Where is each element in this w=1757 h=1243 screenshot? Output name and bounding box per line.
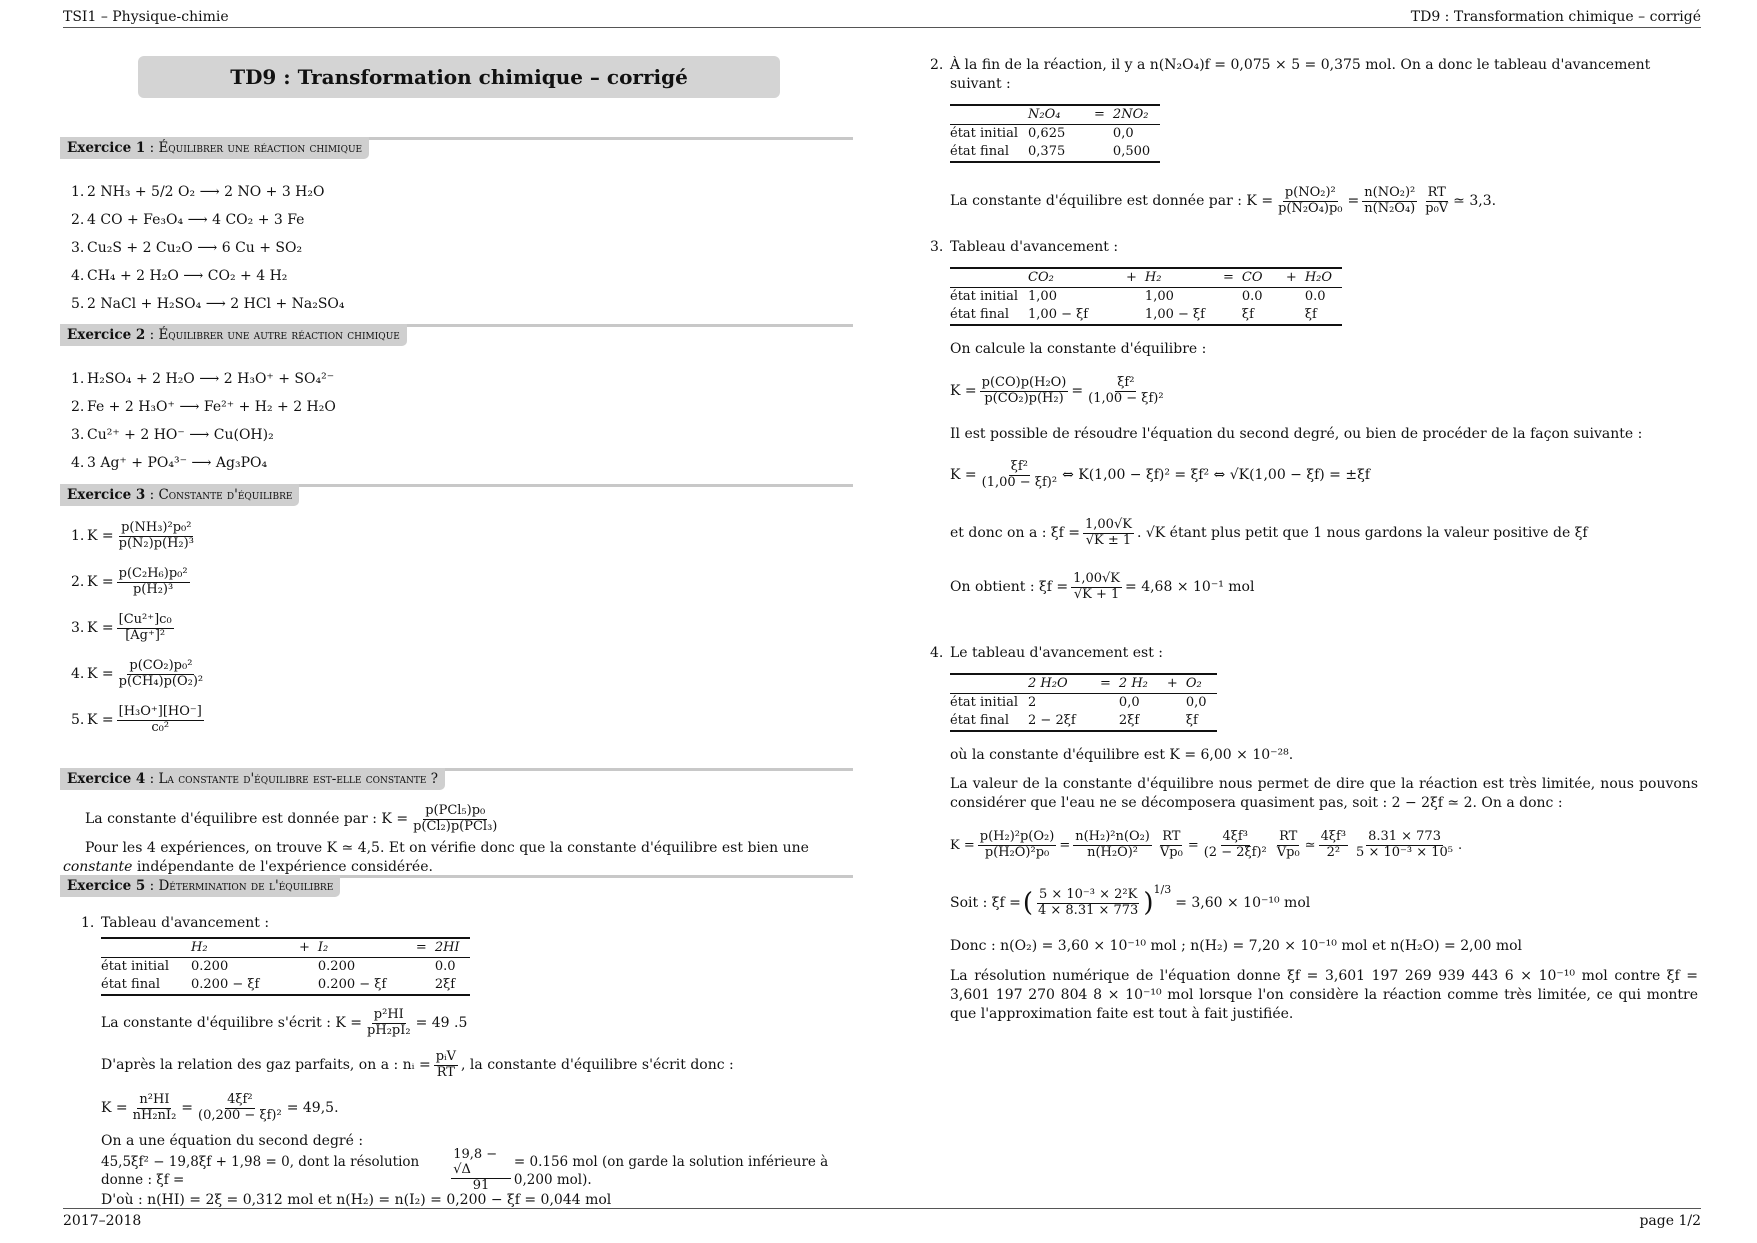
table-row: état final 0,375 0,500 bbox=[950, 143, 1160, 162]
ex5-q4-k-expression: K = $\frac{\text{p(H₂)²p(O₂)}}{\text{p(H₂O)²p₀}}$ = $\frac{\text{n(H₂)²n(O₂)}}{\text{n(H₂O)²}}$ $\frac{RT}{\text{Vp₀}}$ = $\frac{\text{4ξf³}}{\text{(2 − 2ξf)²}}$ $\frac{RT}{\text{Vp₀}}$ ≃ $\frac{\text{4ξf³}}{\text{2²}}$ $\frac{8.31 \times 773}{\text{5 × 10⁻³ × 10⁵}}$ . bbox=[950, 829, 1463, 861]
list-item: 2. Fe + 2 H₃O⁺ ⟶ Fe²⁺ + H₂ + 2 H₂O bbox=[71, 398, 336, 415]
avancement-table-1: H₂ + I₂ = 2HI état initial 0.200 0.200 0.0 état final 0.200 − ξf 0.200 − ξf 2ξf bbox=[101, 937, 470, 996]
ex5-q1: 1. Tableau d'avancement : H₂ + I₂ = 2HI état initial 0.200 0.200 0.0 état final 0.200 − ξf 0.200 − ξf 2ξf La constante d'équilibre s'écrit : K = $\frac{\text{p²HI}}{\text{pH₂pI₂}}$ = 49 .5 D'après la relation des gaz parfaits, on a : nᵢ = $\frac{\text{pᵢV}}{RT}$ , la constante d'équilibre s'écrit donc : K = $\frac{\text{n²HI}}{\text{nH₂nI₂}}$ = $\frac{\text{4ξf²}}{\text{(0,200 − ξf)²}}$ = 49,5. On a une équation du second degré : 45,5ξf² − 19,8ξf + 1,98 = 0, dont la résolution donne : ξf = $\frac{19,8 - √\Delta}{91}$ = 0.156 mol (on garde la solution inférieure à 0,200 mol). D'où : n(HI) = 2ξ = 0,312 mol et n(H₂) = n(I₂) = 0,200 − ξf = 0,044 mol bbox=[63, 914, 853, 1210]
table-row: état initial 2 0,0 0,0 bbox=[950, 695, 1207, 711]
avancement-table-4: 2 H₂O = 2 H₂ + O₂ état initial 2 0,0 0,0 état final 2 − 2ξf 2ξf ξf bbox=[950, 673, 1217, 732]
list-item: 2. 4 CO + Fe₃O₄ ⟶ 4 CO₂ + 3 Fe bbox=[71, 211, 305, 228]
ex4-k-line: La constante d'équilibre est donnée par : K = $\frac{\text{p(PCl₅)p₀}}{\text{p(Cl₂)p(PCl₃)}}$ bbox=[85, 802, 498, 834]
ex5-q4-soit: Soit : ξf = ( $\frac{\text{5 × 10⁻³ × 2²K}}{4 \times 8.31 \times 773}$ ) $^{1/3}$ = 3,60 × 10⁻¹⁰ mol bbox=[950, 882, 1311, 919]
list-item: 3. K = $\frac{\text{[Cu²⁺]c₀}}{\text{[Ag⁺]²}}$ bbox=[71, 611, 172, 643]
ex5-q1-result: D'où : n(HI) = 2ξ = 0,312 mol et n(H₂) = n(I₂) = 0,200 − ξf = 0,044 mol bbox=[101, 1191, 612, 1208]
footer-left: 2017–2018 bbox=[63, 1213, 142, 1229]
exercise-1 bbox=[63, 126, 853, 318]
list-item: 4. 3 Ag⁺ + PO₄³⁻ ⟶ Ag₃PO₄ bbox=[71, 454, 268, 471]
header-right: TD9 : Transformation chimique – corrigé bbox=[1410, 9, 1701, 25]
footer-right: page 1/2 bbox=[1639, 1213, 1701, 1229]
ex5-q3: 3. Tableau d'avancement : CO₂ + H₂ = CO + H₂O état initial 1,00 1,00 0.0 0.0 état final 1,00 − ξf 1,00 − ξf ξf ξf On calcule la constante d'équilibre : K = $\frac{\text{p(CO)p(H₂O)}}{\text{p(CO₂)p(H₂)}}$ = $\frac{\text{ξf²}}{\text{(1,00 − ξf)²}}$ Il est possible de résoudre l'équation du second degré, ou bien de procéder de la façon suivante : K = $\frac{\text{ξf²}}{\text{(1,00 − ξf)²}}$ ⇔ K(1,00 − ξf)² = ξf² ⇔ √K(1,00 − ξf) = ±ξf et donc on a : ξf = $\frac{1,00√K}{√K \pm 1}$ . √K étant plus petit que 1 nous gardons la valeur positive de ξf On obtient : ξf = $\frac{1,00√K}{√K + 1}$ = 4,68 × 10⁻¹ mol bbox=[928, 238, 1698, 614]
list-item: 5. 2 NaCl + H₂SO₄ ⟶ 2 HCl + Na₂SO₄ bbox=[71, 295, 345, 312]
list-item: 3. Cu₂S + 2 Cu₂O ⟶ 6 Cu + SO₂ bbox=[71, 239, 303, 256]
table-row: état final 2 − 2ξf 2ξf ξf bbox=[950, 712, 1217, 731]
header-rule bbox=[63, 27, 1701, 28]
left-column bbox=[63, 48, 853, 1208]
table-row: état final 1,00 − ξf 1,00 − ξf ξf ξf bbox=[950, 306, 1342, 325]
ex5-k-expression: La constante d'équilibre s'écrit : K = $\frac{\text{p²HI}}{\text{pH₂pI₂}}$ = 49 .5 bbox=[101, 1007, 468, 1039]
ex5-q2-k: La constante d'équilibre est donnée par : K = $\frac{\text{p(NO₂)²}}{\text{p(N₂O₄)p₀}}$ = $\frac{\text{n(NO₂)²}}{\text{n(N₂O₄)}}$ $\frac{RT}{\text{p₀V}}$ ≃ 3,3. bbox=[950, 185, 1497, 217]
exercise-5-banner: Exercice 5 : Détermination de l'équilibre bbox=[63, 874, 853, 898]
exercise-4 bbox=[63, 757, 853, 877]
exercise-2 bbox=[63, 313, 853, 477]
ex5-q3-donc: et donc on a : ξf = $\frac{1,00√K}{√K \pm 1}$ . √K étant plus petit que 1 nous gardons la valeur positive de ξf bbox=[950, 517, 1588, 549]
exercise-5-heading: Détermination de l'équilibre bbox=[158, 878, 334, 894]
ex5-q3-chain: K = $\frac{\text{ξf²}}{\text{(1,00 − ξf)²}}$ ⇔ K(1,00 − ξf)² = ξf² ⇔ √K(1,00 − ξf) = ±ξf bbox=[950, 459, 1370, 491]
ex5-resolution: 45,5ξf² − 19,8ξf + 1,98 = 0, dont la résolution donne : ξf = $\frac{19,8 - √\Delta}{91}$ = 0.156 mol (on garde la solution inférieure à 0,200 mol). bbox=[101, 1146, 829, 1193]
ex5-q4: 4. Le tableau d'avancement est : 2 H₂O = 2 H₂ + O₂ état initial 2 0,0 0,0 état final 2 − 2ξf 2ξf ξf où la constante d'équilibre est K = 6,00 × 10⁻²⁸. La valeur de la constante d'équilibre nous permet de dire que la réaction est très limitée, nous pouvons considérer que l'eau ne se décomposera quasiment pas, soit : 2 − 2ξf ≃ 2. On a donc : K = $\frac{\text{p(H₂)²p(O₂)}}{\text{p(H₂O)²p₀}}$ = $\frac{\text{n(H₂)²n(O₂)}}{\text{n(H₂O)²}}$ $\frac{RT}{\text{Vp₀}}$ = $\frac{\text{4ξf³}}{\text{(2 − 2ξf)²}}$ $\frac{RT}{\text{Vp₀}}$ ≃ $\frac{\text{4ξf³}}{\text{2²}}$ $\frac{8.31 \times 773}{\text{5 × 10⁻³ × 10⁵}}$ . Soit : ξf = ( $\frac{\text{5 × 10⁻³ × 2²K}}{4 \times 8.31 \times 773}$ ) $^{1/3}$ = 3,60 × 10⁻¹⁰ mol Donc : n(O₂) = 3,60 × 10⁻¹⁰ mol ; n(H₂) = 7,20 × 10⁻¹⁰ mol et n(H₂O) = 2,00 mol La résolution numérique de l'équation donne ξf = 3,601 197 269 939 443 6 × 10⁻¹⁰ mol contre ξf = 3,601 197 270 804 8 × 10⁻¹⁰ mol lorsque l'on considère la réaction comme très limitée, ce qui montre que l'approximation faite est tout à fait justifiée. bbox=[930, 645, 1698, 1023]
list-item: 4. CH₄ + 2 H₂O ⟶ CO₂ + 4 H₂ bbox=[71, 267, 288, 284]
exercise-4-banner: Exercice 4 : La constante d'équilibre est-elle constante ? bbox=[63, 767, 853, 791]
exercise-1-heading: Équilibrer une réaction chimique bbox=[158, 140, 363, 156]
table-row: état initial 0.200 0.200 0.0 bbox=[101, 959, 456, 975]
list-item: 3. Cu²⁺ + 2 HO⁻ ⟶ Cu(OH)₂ bbox=[71, 426, 274, 443]
exercise-1-list bbox=[63, 178, 853, 318]
exercise-1-banner: Exercice 1 : Équilibrer une réaction chimique bbox=[63, 136, 853, 160]
table-row: état initial 1,00 1,00 0.0 0.0 bbox=[950, 289, 1326, 305]
exercise-3 bbox=[63, 473, 853, 743]
ex5-gaz-parfaits: D'après la relation des gaz parfaits, on a : nᵢ = $\frac{\text{pᵢV}}{RT}$ , la constante d'équilibre s'écrit donc : bbox=[101, 1049, 734, 1081]
exercise-5 bbox=[63, 864, 853, 1210]
list-item: 1. H₂SO₄ + 2 H₂O ⟶ 2 H₃O⁺ + SO₄²⁻ bbox=[71, 370, 335, 387]
list-item: 1. K = $\frac{\text{p(NH₃)²p₀²}}{\text{p(N₂)p(H₂)³}}$ bbox=[71, 519, 194, 551]
ex4-conclusion: Pour les 4 expériences, on trouve K ≃ 4,5. Et on vérifie donc que la constante d'équilibre est bien une constante indépendante de l'expérience considérée. bbox=[63, 840, 809, 875]
exercise-3-heading: Constante d'équilibre bbox=[158, 487, 293, 503]
ex5-q3-k: K = $\frac{\text{p(CO)p(H₂O)}}{\text{p(CO₂)p(H₂)}}$ = $\frac{\text{ξf²}}{\text{(1,00 − ξf)²}}$ bbox=[950, 375, 1164, 407]
exercise-2-list bbox=[63, 365, 853, 477]
header-left: TSI1 – Physique-chimie bbox=[63, 9, 229, 25]
avancement-table-2: N₂O₄ = 2NO₂ état initial 0,625 0,0 état final 0,375 0,500 bbox=[950, 104, 1160, 163]
list-item: 2. K = $\frac{\text{p(C₂H₆)p₀²}}{\text{p(H₂)³}}$ bbox=[71, 565, 188, 597]
exercise-3-list bbox=[63, 513, 853, 743]
exercise-4-heading: La constante d'équilibre est-elle constante ? bbox=[158, 771, 439, 787]
ex5-k-moles: K = $\frac{\text{n²HI}}{\text{nH₂nI₂}}$ = $\frac{\text{4ξf²}}{\text{(0,200 − ξf)²}}$ = 49,5. bbox=[101, 1092, 339, 1124]
list-item: 1. 2 NH₃ + 5/2 O₂ ⟶ 2 NO + 3 H₂O bbox=[71, 183, 325, 200]
list-item: 4. K = $\frac{\text{p(CO₂)p₀²}}{\text{p(CH₄)p(O₂)²}}$ bbox=[71, 657, 204, 689]
ex5-q3-result: On obtient : ξf = $\frac{1,00√K}{√K + 1}$ = 4,68 × 10⁻¹ mol bbox=[950, 571, 1255, 603]
ex5-q2: 2. À la fin de la réaction, il y a n(N₂O₄)f = 0,075 × 5 = 0,375 mol. On a donc le tableau d'avancement suivant : N₂O₄ = 2NO₂ état initial 0,625 0,0 état final 0,375 0,500 La constante d'équilibre est donnée par : K = $\frac{\text{p(NO₂)²}}{\text{p(N₂O₄)p₀}}$ = $\frac{\text{n(NO₂)²}}{\text{n(N₂O₄)}}$ $\frac{RT}{\text{p₀V}}$ ≃ 3,3. bbox=[928, 56, 1698, 227]
avancement-table-3: CO₂ + H₂ = CO + H₂O état initial 1,00 1,00 0.0 0.0 état final 1,00 − ξf 1,00 − ξf ξf ξf bbox=[950, 267, 1342, 326]
list-item: 5. K = $\frac{\text{[H₃O⁺][HO⁻]}}{\text{c₀²}}$ bbox=[71, 703, 202, 735]
table-row: état final 0.200 − ξf 0.200 − ξf 2ξf bbox=[101, 976, 470, 995]
table-row: état initial 0,625 0,0 bbox=[950, 126, 1134, 141]
exercise-2-heading: Équilibrer une autre réaction chimique bbox=[158, 327, 400, 343]
exercise-2-banner: Exercice 2 : Équilibrer une autre réaction chimique bbox=[63, 323, 853, 347]
page-title: TD9 : Transformation chimique – corrigé bbox=[138, 56, 780, 98]
exercise-3-banner: Exercice 3 : Constante d'équilibre bbox=[63, 483, 853, 507]
